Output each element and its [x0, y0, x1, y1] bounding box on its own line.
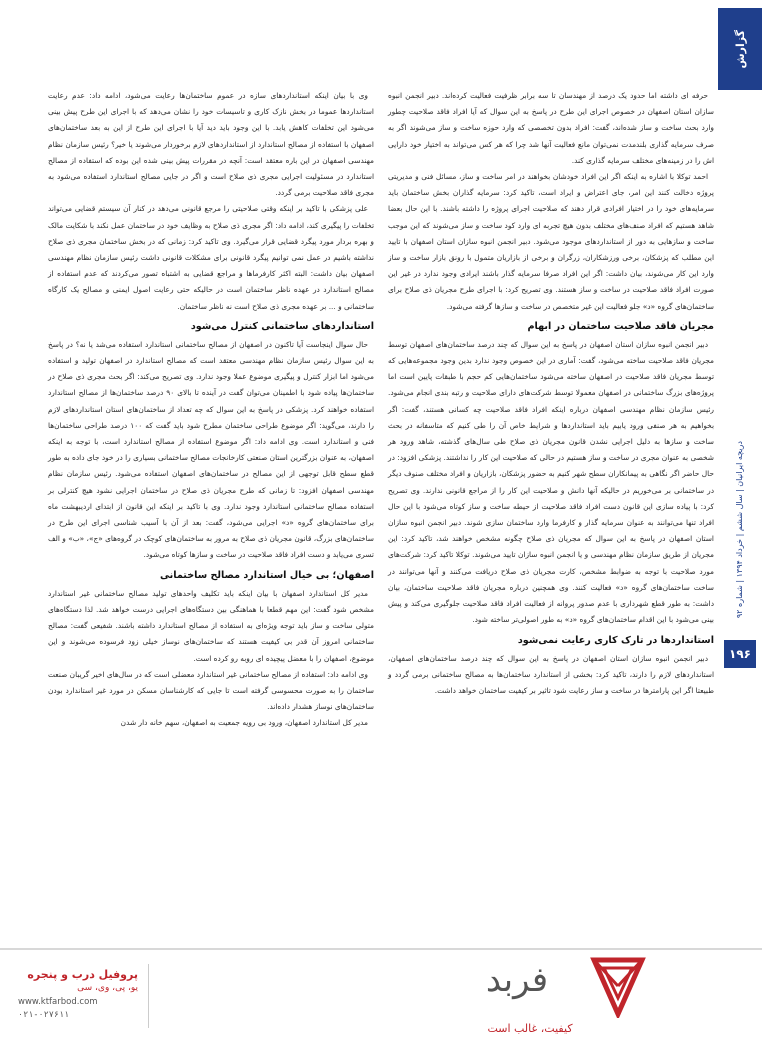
- phone-number: ۰۲۱-۰۲۷۶۱۱: [18, 1010, 70, 1020]
- paragraph: حال سوال اینجاست آیا تاکنون در اصفهان از مصالح ساختمانی استاندارد استفاده می‌شد یا نه؟ در پاسخ به این سوال رئیس سازمان نظام مهندسی معتقد است که مصالح استاندارد در اصفهان تولید و استفاده می‌شود اما ابزار کنترل و پیگیری موضوع عملا وجود ندارد. وی تصریح می‌کند: اگر بحث مجری ذی صلاح در ساختمان‌ها پیاده شود با اطمینان می‌توان گفت در آینده تا بالای ۹۰ درصد ساختمان‌ها از مصالح استاندارد استفاده خواهند کرد. پزشکی در پاسخ به این سوال که چه تعداد از ساختمان‌های استان استانداردهای لازم را دارند، می‌گوید: اگر موضوع طراحی ساختمان مطرح شود باید گفت که ۱۰۰ درصد طراحی ساختمان‌ها فنی و استاندارد است. وی ادامه داد: اگر موضوع استفاده از مصالح استاندارد است، با توجه به اینکه اصفهان، به عنوان بزرگترین استان صنعتی کارخانجات مصالح ساختمانی بسیاری را در خود جای داده به طور قطع سطح قابل توجهی از این مصالح در ساختمان‌های اصفهان استفاده می‌شود. رئیس سازمان نظام مهندسی اصفهان افزود: تا زمانی که طرح مجریان ذی صلاح در ساختمان اجرایی نشود هیچ کنترلی بر استفاده مصالح ساختمانی استاندارد وجود ندارد. وی با تاکید بر اینکه این قانون از ابتدای اردیبهشت ماه برای ساختمان‌های گروه «د» اجرایی می‌شود، گفت: بعد از آن با آسیب شناسی اجرای این طرح در ساختمان‌های بزرگ، قانون مجریان ذی صلاح به مرور به ساختمان‌های کوچک در گروه‌های «ج»، «ب» و الف تسری می‌یابد و دست افراد فاقد صلاحیت در ساخت و سازها کوتاه می‌شود.: [47, 339, 375, 560]
- paragraph: وی با بیان اینکه استانداردهای سازه در عموم ساختمان‌ها رعایت می‌شود، ادامه داد: عدم رعایت استانداردها عموما در بخش نازک کاری و تاسیسات خود را نشان می‌دهد که با اجرای این طرح پیش بینی می‌شود این تخلفات کاهش یابد. با این وجود باید دید آیا با اجرای این طرح از این به بعد ساختمان‌های اصفهان با استفاده از مصالح استاندارد از استانداردهای لازم برخوردار می‌شوند یا خیر؟ رئیس سازمان نظام مهندسی اصفهان در این باره معتقد است: آنچه در مقررات پیش بینی شده این بوده که استفاده از مصالح استاندارد در مسئولیت اجرایی مجری ذی صلاح است و اگر در جایی مصالح استاندارد استفاده می‌شود به مجری فاقد صلاحیت برمی گردد.: [48, 91, 374, 198]
- article-column-right: [388, 88, 714, 699]
- section-heading: استانداردهای ساختمانی کنترل می‌شود: [190, 320, 374, 332]
- farbod-logo-icon: [590, 956, 646, 1018]
- issue-info-text: دریچه ایرانیان | سال ششم | خرداد ۱۳۹۴ | شماره ۹۲: [734, 441, 744, 619]
- section-heading: مجریان فاقد صلاحیت ساختمان در ابهام: [527, 320, 714, 332]
- paragraph: احمد توکلا با اشاره به اینکه اگر این افراد خودشان بخواهند در امر ساخت و ساز، مسائل فنی و مدیریتی پروژه دخالت کنند این امر، جای اعتراض و ایراد است، تاکید کرد: سرمایه گذاران بخش ساختمان باید سرمایه‌های خود را در اختیار افرادی قرار دهند که صلاحیت اجرای پروژه را داشته باشند. با این حال بعضا شاهد هستیم که افراد صنف‌های مختلف بدون هیچ تجربه ای وارد کود ساخت و ساز می‌شوند که این موجب ساخت و سازهایی به دور از استانداردهای موجود می‌شود. دبیر انجمن انبوه سازان استان اصفهان با تایید این مطلب که پزشکان، برخی ورزشکاران، زرگران و برخی از بازاریان متمول با رونق بازار ساخت و ساز وارد این کار می‌شوند، بیان داشت: اگر این افراد صرفا سرمایه گذار باشند ایرادی وجود ندارد در غیر این صورت افراد فاقد صلاحیت در ساخت و ساز هستند. وی تصریح کرد: با اجرای طرح مجریان ذی صلاح برای ساختمان‌های گروه «د» جلو فعالیت این غیر متخصص در ساخت و سازها گرفته می‌شود.: [388, 172, 714, 311]
- paragraph: مدیر کل استاندارد اصفهان، ورود بی رویه جمعیت به اصفهان، سهم خانه دار شدن: [120, 718, 368, 728]
- divider: [148, 964, 149, 1028]
- article-column-left: [48, 88, 374, 732]
- advertisement-banner: [0, 948, 762, 1047]
- brand-tagline: کیفیت، غالب است: [487, 1022, 573, 1035]
- paragraph: مدیر کل استاندارد اصفهان با بیان اینکه باید تکلیف واحدهای تولید مصالح ساختمانی غیر استاندارد مشخص شود گفت: این مهم قطعا با هماهنگی بین دستگاه‌های اجرایی درست خواهد شد. لذا دستگاه‌های متولی ساخت و ساز باید توجه ویژه‌ای به استفاده از مصالح استاندارد داشته باشند. شفیعی گفت: مصالح ساختمانی امروز آن قدر بی کیفیت هستند که ساختمان‌های نوساز خیلی زود فرسوده می‌شوند و این موضوع، اصفهان را با معضل پیچیده ای روبه رو کرده است.: [48, 588, 374, 663]
- paragraph: حرفه ای داشته اما حدود یک درصد از مهندسان تا سه برابر ظرفیت فعالیت کرده‌اند. دبیر انجمن انبوه سازان استان اصفهان در خصوص اجرای این طرح در پاسخ به این سوال که آیا افراد فاقد صلاحیت چطور وارد بحث ساخت و ساز شده‌اند، گفت: افراد بدون تخصصی که وارد حوزه ساخت و ساز می‌شوند اگر به صرف سرمایه گذاری بلندمدت نمی‌توان مانع فعالیت آنها شد چرا که هر کس می‌تواند به اختیار خود دارایی اش را در زمینه‌های مختلف سرمایه گذاری کند.: [388, 91, 714, 165]
- section-tab: [718, 8, 762, 90]
- paragraph: علی پزشکی با تاکید بر اینکه وقتی صلاحیتی را مرجع قانونی می‌دهد در کنار آن سیستم قضایی می‌تواند تخلفات را پیگیری کند، ادامه داد: اگر مجری ذی صلاح به وظایف خود در ساختمان عمل نکند با شکایت مالک و بهره بردار مورد پیگرد قضایی قرار می‌گیرد. وی تاکید کرد: زمانی که در بخش ساختمان مجری ذی صلاح نداشته باشیم در عمل نمی توانیم پیگرد قانونی برای مشکلات قانونی داشت رئیس سازمان نظام مهندسی اصفهان بیان داشت: البته اکثر کارفرماها و مراجع قضایی به اشتباه تصور می‌کردند که عدم استفاده از مصالح استاندارد در عهده ناظر ساختمان است در حالیکه حتی رعایت اصول ایمنی و مصالح یک کارگاه ساختمانی و ... بر عهده مجری ذی صلاح است نه ناظر ساختمان.: [48, 204, 374, 311]
- paragraph: دبیر انجمن انبوه سازان استان اصفهان در پاسخ به این سوال که چند درصد ساختمان‌های اصفهان، استانداردهای لازم را دارند، تاکید کرد: بخشی از استاندارد ساختمان‌ها به مصالح ساختمانی برمی گردد و طبیعتا اگر این پارامترها در ساخت و ساز رعایت شود تاثیر بر کیفیت ساختمان خواهد داشت.: [388, 653, 714, 695]
- section-label: گزارش: [733, 29, 747, 69]
- paragraph: وی ادامه داد: استفاده از مصالح ساختمانی غیر استاندارد معضلی است که در سال‌های اخیر گریبان صنعت ساختمان را به صورت محسوسی گرفته است تا جایی که کارشناسان مسکن در مورد غیر استاندارد بودن ساختمان‌های نوساز هشدار داده‌اند.: [48, 669, 374, 712]
- section-heading: استانداردها در تارک کاری رعایت نمی‌شود: [517, 634, 714, 646]
- ad-contact-info: [18, 968, 138, 1022]
- paragraph: دبیر انجمن انبوه سازان استان اصفهان در پاسخ به این سوال که چند درصد ساختمان‌های اصفهان توسط مجریان فاقد صلاحیت ساخته می‌شود، گفت: آماری در این خصوص وجود ندارد بدین وجود مجموعه‌هایی که توسط مجریان فاقد صلاحیت در اصفهان ساخته می‌شود ساختمان‌هایی کم حجم با طبقات پایین است اما پروژه‌های بزرگ ساختمانی در اصفهان معمولا توسط شرکت‌های دارای صلاحیت و رتبه بندی انجام می‌شود. رئیس سازمان نظام مهندسی اصفهان درباره اینکه افراد فاقد صلاحیت چه کسانی هستند، گفت: اگر بخواهیم به هر صنفی ورود یابیم باید استانداردها و شرایط خاص آن را طی کنیم که متاسفانه در بحث ساخت و سازها به دلیل اجرایی نشدن قانون مجریان ذی صلاح طی سال‌های گذشته، شاهد ورود هر شخصی به عنوان مجری در ساخت و ساز هستیم در حالی که صلاحیت این کار را نداشتند. پزشکی افزود: در حال حاضر اگر نگاهی به پیمانکاران سطح شهر کنیم به حضور پزشکان، بازاریان و افراد مختلف صنوف دیگر در ساختمانی بر می‌خوریم در حالیکه آنها دانش و صلاحیت این کار را از مراجع قانونی ندارند. وی تصریح کرد: با پیاده سازی این قانون دست افراد فاقد صلاحیت از حیطه ساخت و ساز کوتاه می‌شود با این حال افراد تنها می‌توانند به عنوان سرمایه گذار و کارفرما وارد ساختمان سازی شوند. دبیر انجمن انبوه سازان استان اصفهان در پاسخ به این سوال که مجریان ذی صلاح چگونه مشخص خواهند شد، تاکید کرد: این مجریان از طریق سازمان نظام مهندسی و یا انجمن انبوه سازان تایید می‌شوند. توکلا تاکید کرد: شرکت‌های مورد صلاحیت با توجه به ضوابط مشخص، کارت مجریان ذی صلاح دریافت می‌کنند و آنها می‌توانند در ساخت ساختمان‌های گروه «د» فعالیت کنند. وی همچنین درباره مجریان فاقد صلاحیت ساختمان، بیان داشت: به طور قطع شهرداری با عدم صدور پروانه از فعالیت افراد فاقد صلاحیت جلوگیری می‌کند و پیش بینی می‌شود با این اقدام ساختمان‌های گروه «د» به طور اصولی‌تر ساخته شود.: [388, 339, 714, 625]
- page-sidebar: [718, 0, 762, 940]
- section-heading: اصفهان؛ بی خیال استاندارد مصالح ساختمانی: [159, 569, 374, 581]
- brand-name: فربد: [485, 960, 549, 1000]
- product-subline: یو، پی، وی، سی: [77, 983, 138, 993]
- product-line: پروفیل درب و پنجره: [27, 968, 138, 981]
- page-number: ۱۹۶: [724, 640, 756, 668]
- issue-info: [732, 420, 746, 640]
- website-link[interactable]: www.ktfarbod.com: [18, 997, 98, 1007]
